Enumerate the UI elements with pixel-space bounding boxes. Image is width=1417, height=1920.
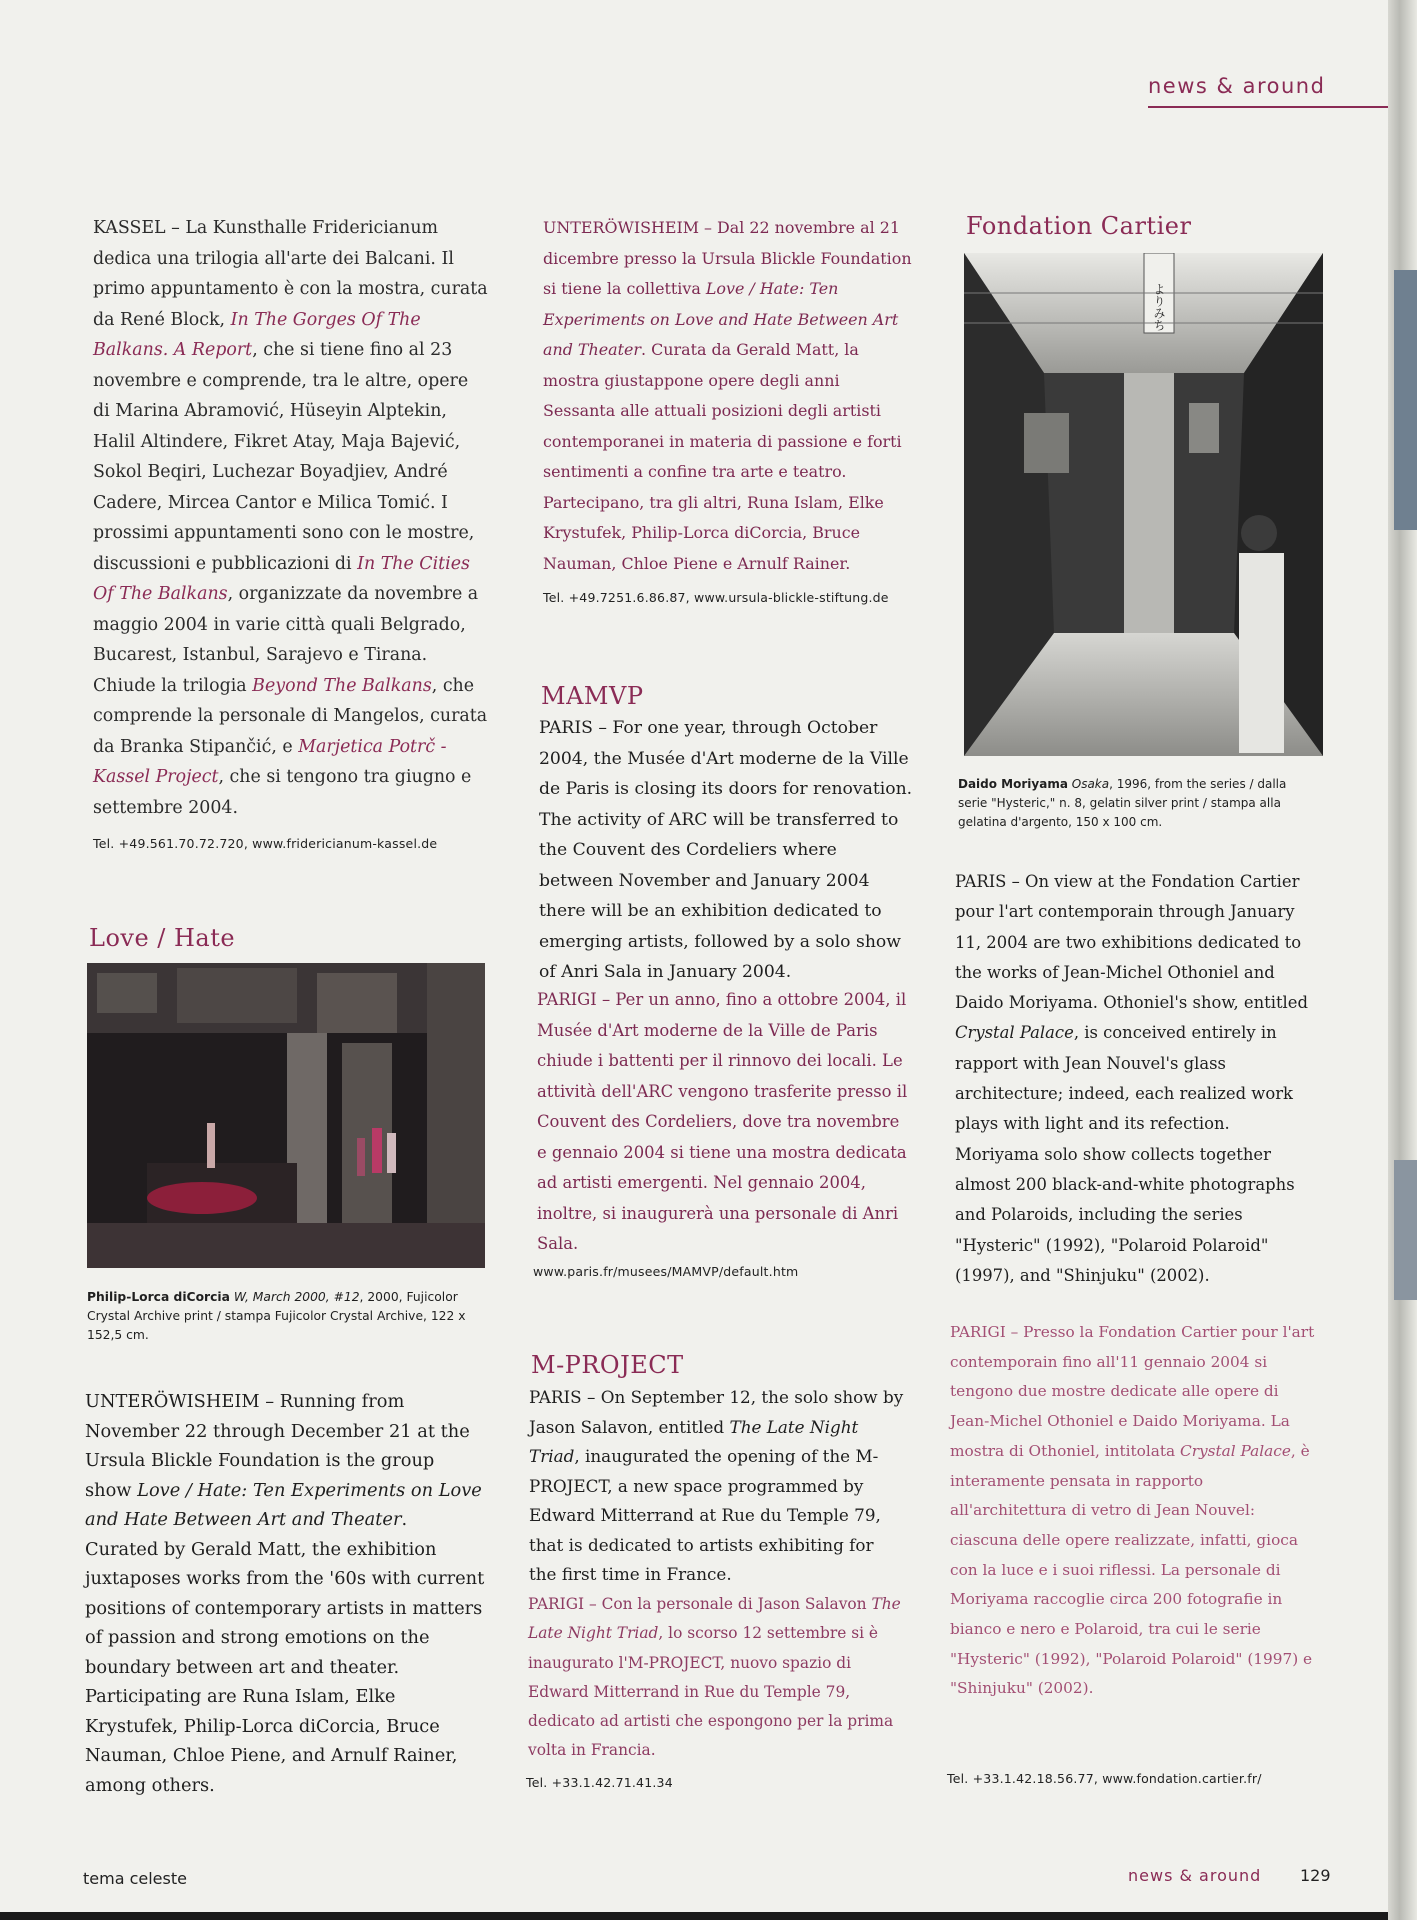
unter-it-text: UNTERÖWISHEIM – Dal 22 novembre al 21 dicembre presso la Ursula Blickle Foundation si tiene la collettiva Love / Hate: Ten Experiments on Love and Hate Between Art and Theater. Curata da Gerald Matt, la mostra giustappone opere degli anni Sessanta alle attuali posizioni degli artisti contemporanei in materia di passione e forti sentimenti a confine tra arte e teatro. Partecipano, tra gli altri, Runa Islam, Elke Krystufek, Philip-Lorca diCorcia, Bruce Nauman, Chloe Piene e Arnulf Rainer. — [543, 218, 912, 573]
cartier-english — [955, 867, 1315, 1291]
dicorcia-caption: Philip-Lorca diCorcia W, March 2000, #12, 2000, Fujicolor Crystal Archive print / stampa Fujicolor Crystal Archive, 122 x 152,5 cm. — [87, 1290, 466, 1342]
mamvp-english — [539, 713, 914, 988]
kassel-text: KASSEL – La Kunsthalle Fridericianum dedica una trilogia all'arte dei Balcani. Il primo appuntamento è con la mostra, curata da René Block, In The Gorges Of The Balkans. A Report, che si tiene fino al 23 novembre e comprende, tra le altre, opere di Marina Abramović, Hüseyin Alptekin, Halil Altindere, Fikret Atay, Maja Bajević, Sokol Beqiri, Luchezar Boyadjiev, André Cadere, Mircea Cantor e Milica Tomić. I prossimi appuntamenti sono con le mostre, discussioni e pubblicazioni di In The Cities Of The Balkans, organizzate da novembre a maggio 2004 in varie città quali Belgrado, Bucarest, Istanbul, Sarajevo e Tirana. Chiude la trilogia Beyond The Balkans, che comprende la personale di Mangelos, curata da Branka Stipančić, e Marjetica Potrč - Kassel Project, che si tengono tra giugno e settembre 2004. — [93, 218, 488, 818]
magazine-name: tema celeste — [83, 1869, 187, 1888]
fondation-cartier-heading: Fondation Cartier — [966, 212, 1192, 240]
love-hate-heading: Love / Hate — [89, 924, 236, 952]
kassel-contact: Tel. +49.561.70.72.720, www.fridericianum-kassel.de — [93, 836, 438, 851]
cartier-en-text: PARIS – On view at the Fondation Cartier pour l'art contemporain through January 11, 2004 are two exhibitions dedicated to the works of Jean-Michel Othoniel and Daido Moriyama. Othoniel's show, entitled Crystal Palace, is conceived entirely in rapport with Jean Nouvel's glass architecture; indeed, each realized work plays with light and its refection. Moriyama solo show collects together almost 200 black-and-white photographs and Polaroids, including the series "Hysteric" (1992), "Polaroid Polaroid" (1997), and "Shinjuku" (2002). — [955, 872, 1308, 1285]
unterowisheim-english — [85, 1387, 485, 1800]
m-project-contact: Tel. +33.1.42.71.41.34 — [526, 1775, 673, 1790]
m-project-italian — [528, 1590, 903, 1766]
cartier-contact: Tel. +33.1.42.18.56.77, www.fondation.cartier.fr/ — [947, 1771, 1262, 1786]
ursula-contact: Tel. +49.7251.6.86.87, www.ursula-blickle-stiftung.de — [543, 590, 889, 605]
unterowisheim-italian — [543, 213, 913, 579]
dicorcia-photo — [87, 963, 485, 1268]
header-rule — [1148, 106, 1388, 108]
mamvp-italian — [537, 985, 912, 1260]
mamvp-en-text: PARIS – For one year, through October 2004, the Musée d'Art moderne de la Ville de Paris is closing its doors for renovation. The activity of ARC will be transferred to the Couvent des Cordeliers where between November and January 2004 there will be an exhibition dedicated to emerging artists, followed by a solo show of Anri Sala in January 2004. — [539, 718, 913, 982]
footer-section: news & around — [1128, 1866, 1262, 1885]
moriyama-caption: Daido Moriyama Osaka, 1996, from the series / dalla serie "Hysteric," n. 8, gelatin silver print / stampa alla gelatina d'argento, 150 x 100 cm. — [958, 777, 1287, 829]
mp-it-text: PARIGI – Con la personale di Jason Salavon The Late Night Triad, lo scorso 12 settembre si è inaugurato l'M-PROJECT, nuovo spazio di Edward Mitterrand in Rue du Temple 79, dedicato ad artisti che espongono per la prima volta in Francia. — [528, 1595, 901, 1760]
section-header: news & around — [1148, 74, 1326, 98]
cartier-it-text: PARIGI – Presso la Fondation Cartier pour l'art contemporain fino all'11 gennaio 2004 si tengono due mostre dedicate alle opere di Jean-Michel Othoniel e Daido Moriyama. La mostra di Othoniel, intitolata Crystal Palace, è interamente pensata in rapporto all'architettura di vetro di Jean Nouvel: ciascuna delle opere realizzate, infatti, gioca con la luce e i suoi riflessi. La personale di Moriyama raccoglie circa 200 fotografie in bianco e nero e Polaroid, tra cui le serie "Hysteric" (1992), "Polaroid Polaroid" (1997) e "Shinjuku" (2002). — [950, 1323, 1315, 1698]
moriyama-photo — [964, 253, 1323, 756]
sign-text: よりみち — [1152, 283, 1166, 331]
cartier-italian — [950, 1318, 1315, 1704]
m-project-english — [529, 1383, 904, 1590]
kassel-article — [93, 213, 488, 823]
mp-en-text: PARIS – On September 12, the solo show by Jason Salavon, entitled The Late Night Triad, inaugurated the opening of the M-PROJECT, a new space programmed by Edward Mitterrand at Rue du Temple 79, that is dedicated to artists exhibiting for the first time in France. — [529, 1387, 904, 1584]
m-project-heading: M-PROJECT — [531, 1351, 684, 1379]
page-number: 129 — [1300, 1866, 1331, 1885]
mamvp-it-text: PARIGI – Per un anno, fino a ottobre 2004, il Musée d'Art moderne de la Ville de Paris chiude i battenti per il rinnovo dei locali. Le attività dell'ARC vengono trasferite presso il Couvent des Cordeliers, dove tra novembre e gennaio 2004 si tiene una mostra dedicata ad artisti emergenti. Nel gennaio 2004, inoltre, si inaugurerà una personale di Anri Sala. — [537, 990, 908, 1253]
unter-en-text: UNTERÖWISHEIM – Running from November 22 through December 21 at the Ursula Blickle Foundation is the group show Love / Hate: Ten Experiments on Love and Hate Between Art and Theater. Curated by Gerald Matt, the exhibition juxtaposes works from the '60s with current positions of contemporary artists in matters of passion and strong emotions on the boundary between art and theater. Participating are Runa Islam, Elke Krystufek, Philip-Lorca diCorcia, Bruce Nauman, Chloe Piene, and Arnulf Rainer, among others. — [85, 1391, 485, 1796]
mamvp-heading: MAMVP — [541, 682, 644, 710]
next-page-edge — [1388, 0, 1417, 1920]
mamvp-url: www.paris.fr/musees/MAMVP/default.htm — [533, 1264, 799, 1279]
